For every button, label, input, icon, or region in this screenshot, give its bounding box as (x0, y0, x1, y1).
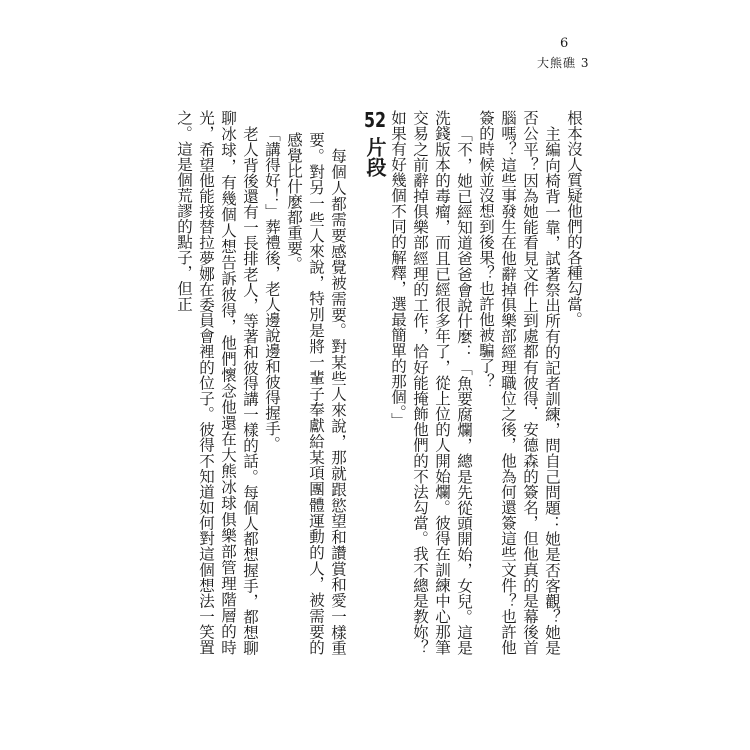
chapter-heading (363, 110, 387, 655)
chapter-title: 片段 (363, 136, 387, 177)
body-text (160, 110, 585, 655)
paragraph: 根本沒人質疑他們的各種勾當。 (565, 110, 583, 327)
paragraph: 「不，她已經知道爸爸會說什麼：「魚要腐爛，總是先從頭開始，女兒。這是洗錢版本的毒瘤，而且已經很多年了，從上位的人開始爛。彼得在訓練中心那筆交易之前辭掉俱樂部經理的工作，恰好能掩飾他們的不法勾當。我不總是教妳？如果有好幾個不同的解釋，選最簡單的那個。」 (389, 110, 473, 655)
paragraph: 主編向椅背一靠，試著祭出所有的記者訓練，問自己問題：她是否客觀？她是否公平？因為她能看見文件上到處都有彼得．安德森的簽名，但他真的是幕後首腦嗎？這些事發生在他辭掉俱樂部經理職位之後，他為何還簽這些文件？也許他簽的時候並沒想到後果？也許他被騙了？ (477, 110, 561, 655)
chapter-number: 52 (364, 110, 386, 130)
paragraph: 老人背後還有一長排老人，等著和彼得講一樣的話。每個人都想握手，都想聊聊冰球，有幾個人想告訴彼得，他們懷念他還在大熊冰球俱樂部管理階層的時光，希望他能接替拉夢娜在委員會裡的位子。彼得不知道如何對這個想法一笑置之。這是個荒謬的點子，但正 (175, 110, 259, 655)
page-number: 6 (560, 36, 569, 51)
paragraph: 「講得好！」葬禮後，老人邊說邊和彼得握手。 (263, 125, 281, 451)
paragraph: 每個人都需要感覺被需要。對某些人來說，那就跟慾望和讚賞和愛一樣重要。對另一些人來說，特別是將一輩子奉獻給某項團體運動的人，被需要的感覺比什麼都重要。 (285, 132, 347, 655)
running-head: 大熊礁 3 (537, 56, 590, 70)
